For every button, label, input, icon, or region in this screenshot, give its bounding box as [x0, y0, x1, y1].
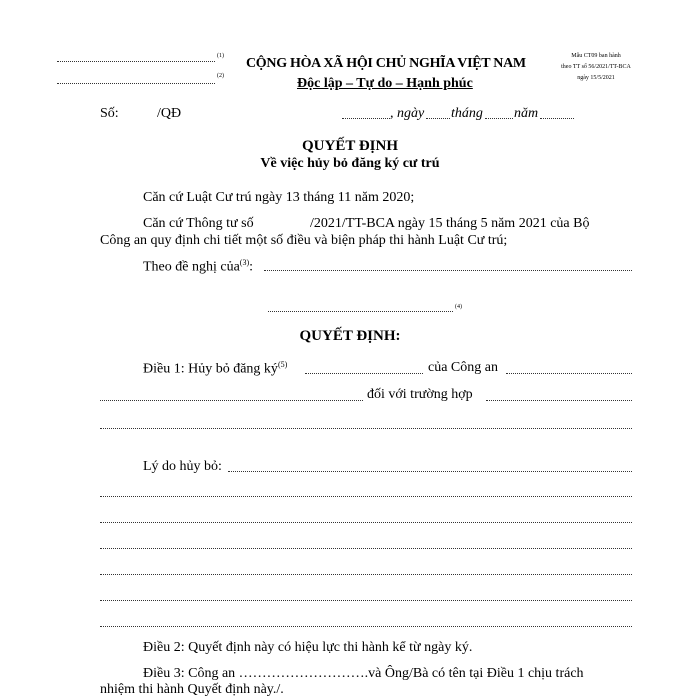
- org-line-1-marker: (1): [217, 53, 224, 59]
- motto: Độc lập – Tự do – Hạnh phúc: [297, 76, 473, 91]
- date-month-label: tháng: [451, 106, 483, 121]
- org-line-1: [57, 61, 215, 62]
- basis-circular-continued: Công an quy định chi tiết một số điều và biện pháp thi hành Luật Cư trú;: [100, 233, 508, 248]
- article-1-police-blank: [506, 373, 632, 374]
- article-1-line3-blank: [100, 428, 632, 429]
- reason-line-2: [100, 496, 632, 497]
- reason-line-4: [100, 548, 632, 549]
- decision-heading: QUYẾT ĐỊNH:: [299, 328, 401, 344]
- signer-blank: [268, 311, 453, 312]
- org-line-2-marker: (2): [217, 73, 224, 79]
- article-1-of: của Công an: [428, 360, 498, 375]
- date-day-label: , ngày: [390, 106, 425, 121]
- month-blank: [485, 118, 513, 119]
- article-1-line2-blank: [100, 400, 363, 401]
- article-3-line1: Điều 3: Công an ……………………….và Ông/Bà có tên tại Điều 1 chịu trách: [143, 666, 584, 681]
- reason-line-6: [100, 600, 632, 601]
- nation-title: CỘNG HÒA XÃ HỘI CHỦ NGHĨA VIỆT NAM: [246, 56, 526, 71]
- article-2: Điều 2: Quyết định này có hiệu lực thi hành kể từ ngày ký.: [143, 640, 473, 655]
- so-label: Số:: [100, 106, 119, 121]
- decision-subtitle: Về việc hủy bỏ đăng ký cư trú: [260, 156, 440, 171]
- reason-line-1: [228, 471, 632, 472]
- form-note-1: Mẫu CT09 ban hành: [571, 53, 621, 59]
- basis-circular-start: Căn cứ Thông tư số: [143, 216, 254, 231]
- reason-line-3: [100, 522, 632, 523]
- decision-title: QUYẾT ĐỊNH: [302, 138, 398, 154]
- signer-marker: (4): [455, 304, 462, 310]
- proposal-blank: [264, 270, 632, 271]
- basis-law: Căn cứ Luật Cư trú ngày 13 tháng 11 năm 2020;: [143, 190, 415, 205]
- article-1-case: đối với trường hợp: [367, 387, 473, 402]
- article-1-register-blank: [305, 373, 423, 374]
- year-blank: [540, 118, 574, 119]
- article-1-case-blank: [486, 400, 632, 401]
- article-1-label: Điều 1: Hủy bỏ đăng $ký^{(5)}$: [143, 360, 288, 377]
- qd-label: /QĐ: [157, 106, 182, 121]
- day-blank: [426, 118, 450, 119]
- article-3-line2: nhiệm thi hành Quyết định này./.: [100, 682, 284, 697]
- proposal-label: Theo đề nghị của$^{(3)}$:: [143, 258, 254, 275]
- form-note-3: ngày 15/5/2021: [577, 75, 615, 81]
- org-line-2: [57, 83, 215, 84]
- basis-circular-end: /2021/TT-BCA ngày 15 tháng 5 năm 2021 của Bộ: [310, 216, 590, 231]
- reason-label: Lý do hủy bỏ:: [143, 459, 222, 474]
- reason-line-7: [100, 626, 632, 627]
- reason-line-5: [100, 574, 632, 575]
- date-year-label: năm: [514, 106, 539, 121]
- form-note-2: theo TT số 56/2021/TT-BCA: [561, 64, 631, 70]
- place-blank: [342, 118, 390, 119]
